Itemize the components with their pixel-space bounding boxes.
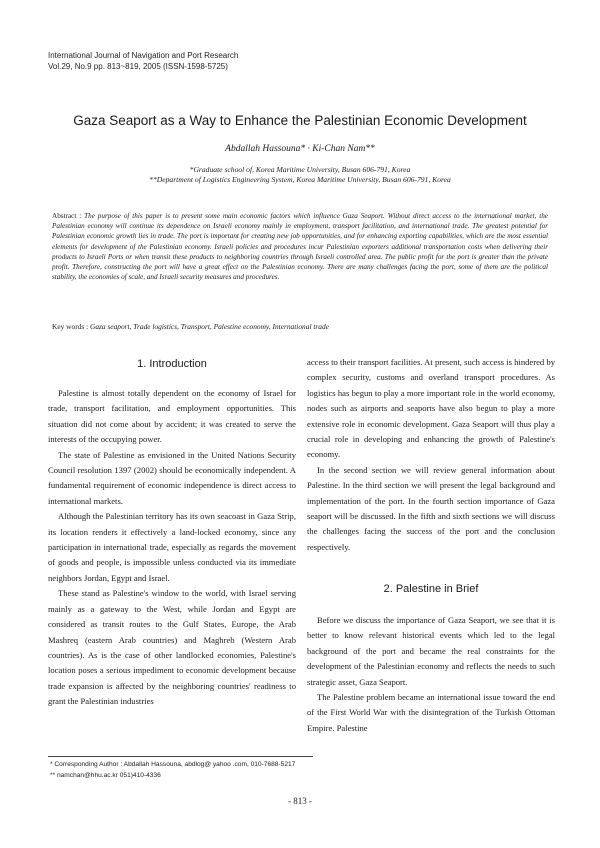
journal-volume: Vol.29, No.9 pp. 813~819, 2005 (ISSN-1598-5725) [48,62,228,71]
abstract-label: Abstract : [52,212,85,220]
paragraph: In the second section we will review general information about Palestine. In the third section we will present the legal background and implementation of the port. In the fourth section importance of Gaza seaport will be discussed. In the fifth and sixth sections we will discuss the challenges facing the success of the port and the conclusion respectively. [307,464,555,552]
paragraph: Palestine is almost totally dependent on the economy of Israel for trade, transport facilitation, and employment opportunities. This situation did not come about by accident; it was created to serve the interests of the occupying power. [48,388,296,445]
keywords-text: Gaza seaport, Trade logistics, Transport, Palestine economy, International trade [89,322,329,331]
paragraph: access to their transport facilities. At present, such access is hindered by complex security, customs and overland transport procedures. As logistics has begun to play a more important role in the world economy, nodes such as airports and seaports have also begun to play a more extensive role in economic development. Gaza Seaport will thus play a crucial role in developing and enhancing the growth of Palestine's economy. [307,357,555,460]
paragraph: The state of Palestine as envisioned in the United Nations Security Council resolution 1397 (2002) should be economically independent. A fundamental requirement of economic independence is direct access to international markets. [48,449,296,506]
paragraph: Although the Palestinian territory has its own seacoast in Gaza Strip, its location renders it effectively a land-locked economy, since any participation in international trade, especially as regards the movement of goods and people, is impossible unless conducted via its immediate neighbors Jordan, Egypt and Israel. [48,511,296,583]
abstract [52,211,548,282]
journal-name: International Journal of Navigation and Port Research [48,51,239,60]
footnote-second-author: ** namchan@hhu.ac.kr 051)410-4336 [50,772,161,779]
left-column [48,386,296,710]
affiliations [0,165,600,185]
footnote-divider [48,756,313,757]
paper-title: Gaza Seaport as a Way to Enhance the Palestinian Economic Development [73,113,527,128]
right-column-top [307,355,555,555]
affiliation-2: **Department of Logistics Engineering System, Korea Maritime University, Busan 606-791, Korea [149,175,451,184]
affiliation-1: *Graduate school of, Korea Maritime University, Busan 606-791, Korea [189,165,411,174]
paragraph: The Palestine problem became an international issue toward the end of the First World War with the disintegration of the Turkish Ottoman Empire. Palestine [307,692,555,733]
section-heading-palestine-in-brief: 2. Palestine in Brief [383,583,479,595]
section-heading-introduction: 1. Introduction [137,358,207,370]
abstract-text: The purpose of this paper is to present some main economic factors which influence Gaza Seaport. Without direct access to the international market, the Palestinian economy will continue its dependence on Israeli economy mainly in employment, transport facilitation, and international trade. The greatest potential for Palestinian economic growth lies in trade. The port is important for creating new job opportunities, and for enhancing exporting capabilities, which are the most essential elements for development of the Palestinian economy. Israeli policies and procedures incur Palestinian exporters additional transportation costs when delivering their products to Israeli Ports or when transit these products to neighboring countries through Israeli controlled area. The public profit for the port is greater than the private profit. Therefore, constructing the port will have a great effect on the Palestinian economy. There are many challenges facing the port, some of them are the political stability, the economies of scale, and Israeli security measures and procedures. [52,212,548,282]
keywords-label: Key words : [52,322,90,331]
keywords [52,322,548,331]
footnote-corresponding-author: * Corresponding Author : Abdallah Hassouna, abdlog@ yahoo .com, 010-7688-5217 [50,761,296,768]
page-number: - 813 - [288,796,312,806]
paragraph: Before we discuss the importance of Gaza Seaport, we see that it is better to know relevant historical events which led to the legal background of the port and became the real constraints for the development of the Palestinian economy and reflects the needs to such strategic asset, Gaza Seaport. [307,615,555,687]
paragraph: These stand as Palestine's window to the world, with Israel serving mainly as a gateway to the West, while Jordan and Egypt are considered as transit routes to the Gulf States, Europe, the Arab Mashreq (eastern Arab countries) and Maghreb (Western Arab countries). As is the case of other landlocked economies, Palestine's location poses a serious impediment to economic development because trade expansion is affected by the neighboring countries' readiness to grant the Palestinian industries [48,588,296,707]
journal-header [48,50,238,72]
right-column-bottom [307,613,555,736]
author-line: Abdallah Hassouna* · Ki-Chan Nam** [225,144,375,154]
